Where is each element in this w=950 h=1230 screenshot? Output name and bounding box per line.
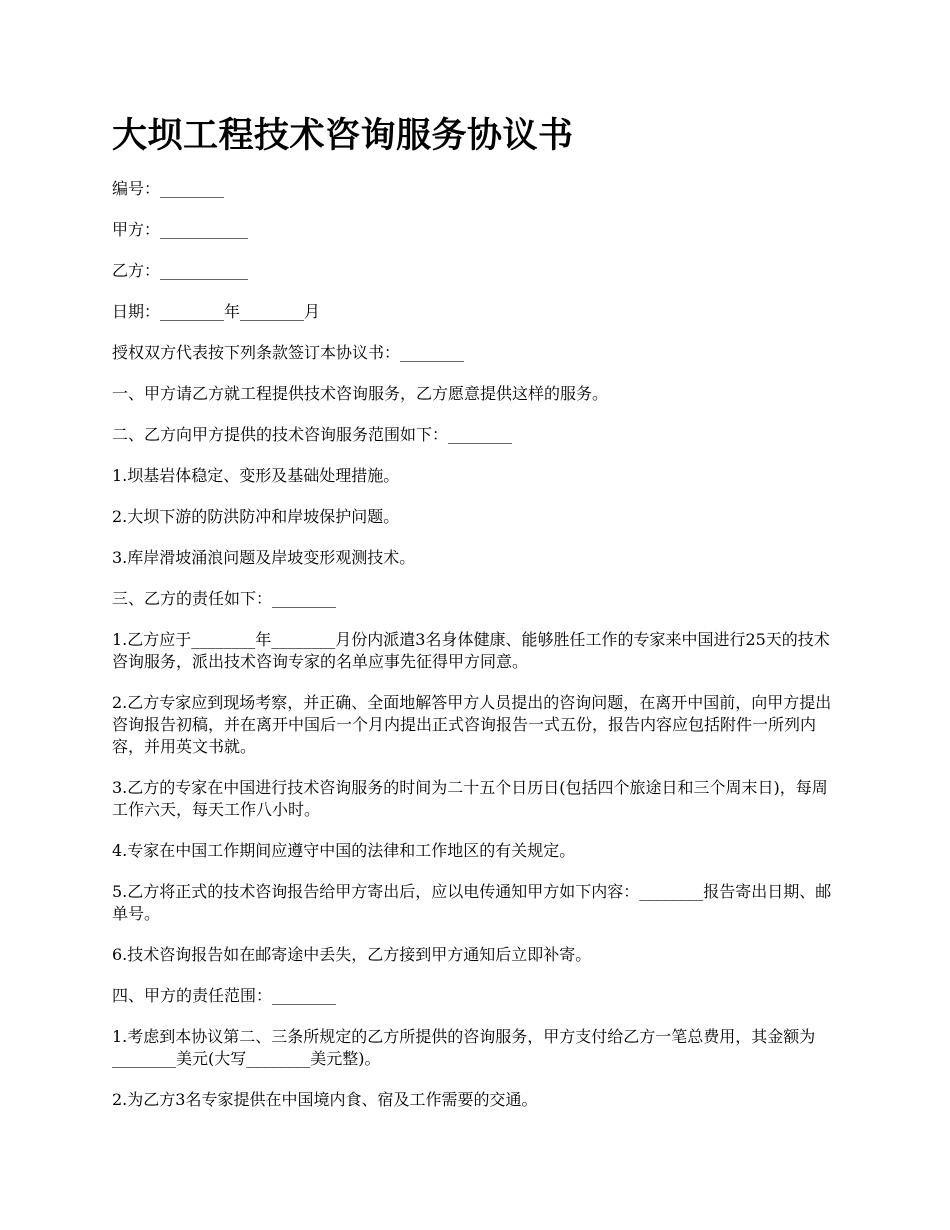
- section-4-heading: 四、甲方的责任范围：________: [112, 986, 337, 1005]
- document-title: 大坝工程技术咨询服务协议书: [112, 116, 574, 156]
- document-page: [112, 112, 840, 1130]
- section-3-item: 5.乙方将正式的技术咨询报告给甲方寄出后，应以电传通知甲方如下内容：________报告寄出日期、邮单号。: [112, 882, 832, 923]
- section-3-item: 6.技术咨询报告如在邮寄途中丢失，乙方接到甲方通知后立即补寄。: [112, 945, 592, 964]
- section-3-item: 4.专家在中国工作期间应遵守中国的法律和工作地区的有关规定。: [112, 841, 576, 860]
- paragraph-intro: 授权双方代表按下列条款签订本协议书：________: [112, 343, 465, 362]
- section-2-item: 3.库岸滑坡涌浪问题及岸坡变形观测技术。: [112, 548, 416, 567]
- section-2-heading: 二、乙方向甲方提供的技术咨询服务范围如下：________: [112, 425, 513, 444]
- section-2-item: 1.坝基岩体稳定、变形及基础处理措施。: [112, 466, 400, 485]
- section-4-item: 2.为乙方3名专家提供在中国境内食、宿及工作需要的交通。: [112, 1090, 538, 1109]
- section-4-item: 1.考虑到本协议第二、三条所规定的乙方所提供的咨询服务，甲方支付给乙方一笔总费用，其金额为________美元(大写________美元整)。: [112, 1027, 816, 1068]
- section-2-item: 2.大坝下游的防洪防冲和岸坡保护问题。: [112, 507, 400, 526]
- field-date: 日期：________年________月: [112, 302, 321, 321]
- section-3-heading: 三、乙方的责任如下：________: [112, 589, 337, 608]
- section-3-item: 2.乙方专家应到现场考察，并正确、全面地解答甲方人员提出的咨询问题，在离开中国前，向甲方提出咨询报告初稿，并在离开中国后一个月内提出正式咨询报告一式五份，报告内容应包括附件一所列内容，并用英文书就。: [112, 693, 832, 756]
- field-party-a: 甲方：___________: [112, 220, 249, 239]
- section-3-item: 3.乙方的专家在中国进行技术咨询服务的时间为二十五个日历日(包括四个旅途日和三个周末日)，每周工作六天，每天工作八小时。: [112, 778, 828, 819]
- section-3-item: 1.乙方应于________年________月份内派遣3名身体健康、能够胜任工作的专家来中国进行25天的技术咨询服务，派出技术咨询专家的名单应事先征得甲方同意。: [112, 630, 830, 671]
- field-party-b: 乙方：___________: [112, 261, 249, 280]
- field-number: 编号：________: [112, 179, 225, 198]
- section-1-heading: 一、甲方请乙方就工程提供技术咨询服务，乙方愿意提供这样的服务。: [112, 384, 609, 403]
